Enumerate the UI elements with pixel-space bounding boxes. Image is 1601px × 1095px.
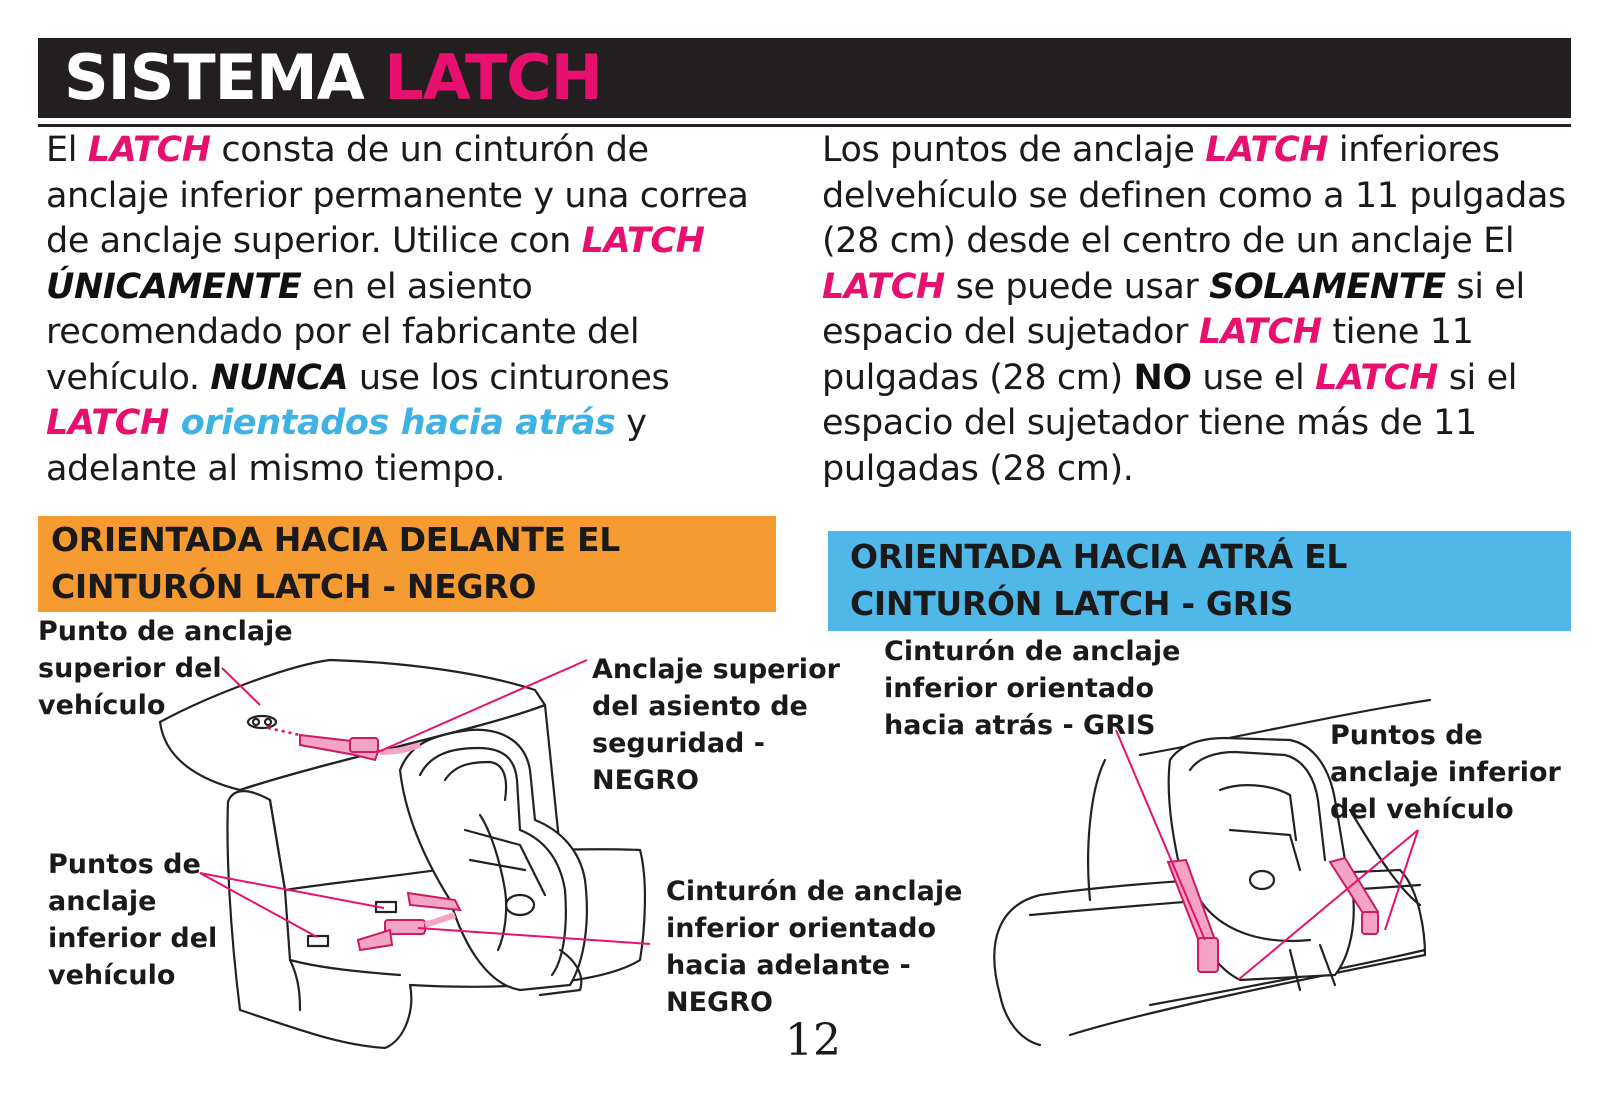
- emphasis-run: LATCH: [581, 221, 705, 261]
- label-line: inferior orientado: [666, 913, 937, 944]
- label-line: inferior orientado: [884, 673, 1155, 704]
- label-line: anclaje: [48, 886, 157, 917]
- emphasis-run: LATCH: [46, 403, 181, 443]
- text-run: se puede usar: [944, 266, 1210, 307]
- text-run: inferiores delvehículo se definen como a 11 pulgadas (28 cm) desde el centro de un anclaje El: [822, 130, 1566, 261]
- label-line: Puntos de: [48, 849, 201, 880]
- label-line: Cinturón de anclaje: [666, 876, 963, 907]
- label-line: vehículo: [38, 690, 166, 721]
- label-top-tether-anchor: [38, 613, 293, 724]
- front-heading-line-1: ORIENTADA HACIA DELANTE EL: [51, 520, 620, 559]
- label-line: Punto de anclaje: [38, 616, 293, 647]
- emphasis-run: orientados hacia atrás: [180, 403, 616, 443]
- label-forward-lower-belt: [666, 873, 962, 1021]
- emphasis-run: ÚNICAMENTE: [46, 266, 302, 307]
- label-line: superior del: [38, 653, 222, 684]
- label-seat-top-anchor: [592, 651, 840, 799]
- label-line: Cinturón de anclaje: [884, 636, 1181, 667]
- label-rear-lower-anchor-points: [1330, 717, 1561, 828]
- text-run: si el espacio del sujetador: [822, 266, 1525, 352]
- emphasis-run: LATCH: [1205, 130, 1329, 170]
- label-line: hacia adelante -: [666, 950, 911, 981]
- text-run: si el espacio del sujetador tiene más de 11 pulgadas (28 cm).: [822, 357, 1518, 489]
- rear-heading-line-2: CINTURÓN LATCH - GRIS: [850, 584, 1294, 623]
- text-run: y adelante al mismo tiempo.: [46, 403, 647, 489]
- text-run: use el: [1191, 357, 1316, 398]
- page-number: 12: [785, 1015, 841, 1066]
- emphasis-run: LATCH: [87, 130, 211, 170]
- label-line: Anclaje superior: [592, 654, 840, 685]
- emphasis-run: NUNCA: [210, 357, 349, 398]
- text-run: en el asiento recomendado por el fabricante del vehículo.: [46, 266, 640, 398]
- label-line: inferior del: [48, 923, 218, 954]
- label-line: Puntos de: [1330, 720, 1483, 751]
- label-rear-lower-belt: [884, 633, 1180, 744]
- emphasis-run: SOLAMENTE: [1209, 266, 1446, 307]
- label-line: del asiento de: [592, 691, 808, 722]
- title-part-1: SISTEMA: [64, 41, 385, 114]
- label-line: NEGRO: [666, 987, 773, 1018]
- text-run: Los puntos de anclaje: [822, 130, 1206, 170]
- front-heading-line-2: CINTURÓN LATCH - NEGRO: [51, 567, 537, 606]
- emphasis-run: LATCH: [822, 266, 945, 307]
- emphasis-run: LATCH: [1198, 312, 1322, 352]
- label-line: del vehículo: [1330, 794, 1514, 825]
- text-run: tiene 11 pulgadas (28 cm): [822, 312, 1474, 398]
- emphasis-run: LATCH: [1315, 357, 1438, 398]
- label-line: seguridad -: [592, 728, 765, 759]
- title-part-2: LATCH: [384, 41, 602, 114]
- emphasis-run: NO: [1133, 357, 1192, 398]
- label-line: anclaje inferior: [1330, 757, 1561, 788]
- label-front-lower-anchor-points: [48, 846, 217, 994]
- text-run: consta de un cinturón de anclaje inferior permanente y una correa de anclaje superior. Utilice con: [46, 130, 749, 261]
- label-line: NEGRO: [592, 765, 699, 796]
- rear-heading-line-1: ORIENTADA HACIA ATRÁ EL: [850, 537, 1348, 576]
- text-run: use los cinturones: [348, 357, 670, 398]
- label-line: hacia atrás - GRIS: [884, 710, 1156, 741]
- text-run: El: [46, 130, 88, 170]
- label-line: vehículo: [48, 960, 176, 991]
